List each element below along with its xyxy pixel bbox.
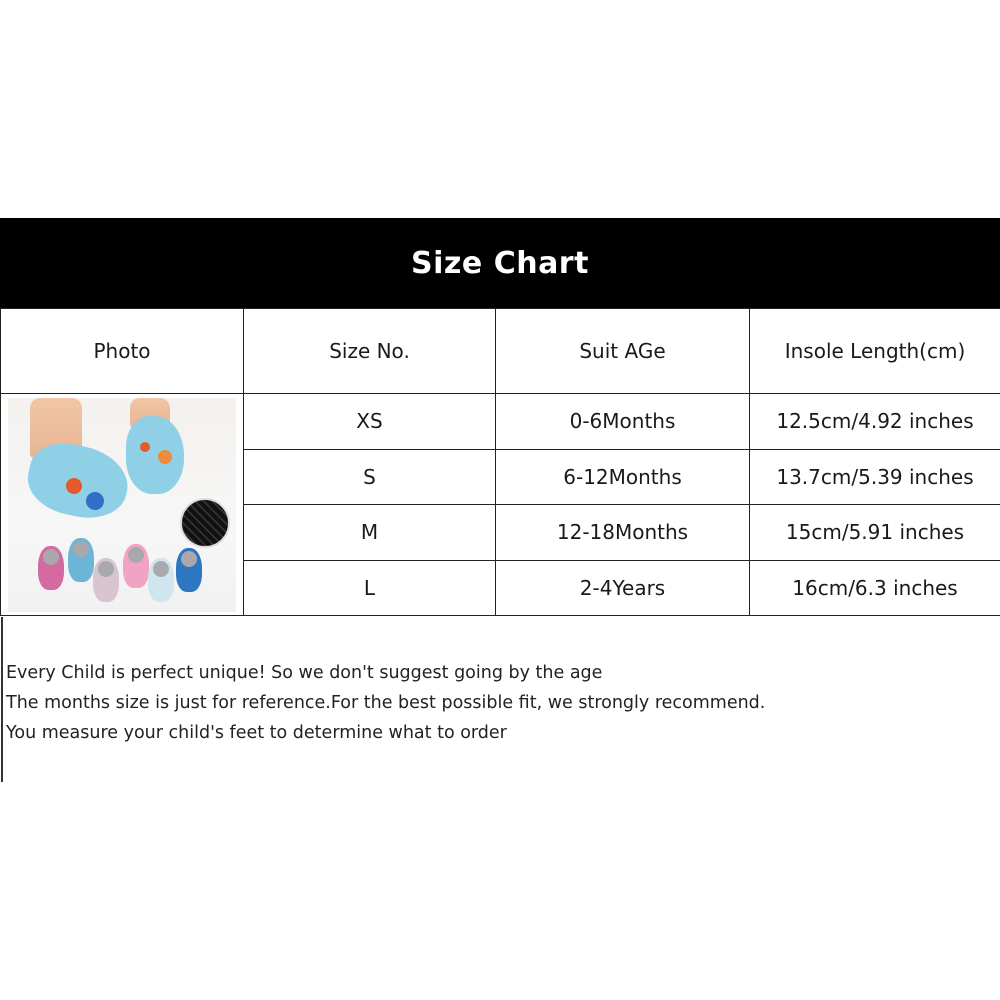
sizing-notes [6,658,765,748]
product-photo-cell [1,394,244,616]
note-line: You measure your child's feet to determine what to order [6,723,507,743]
mini-sock [93,558,119,602]
note-line: The months size is just for reference.For the best possible fit, we strongly recommend. [6,693,766,713]
size-cell: S [244,449,496,505]
mini-sock [68,538,94,582]
age-cell: 2-4Years [496,560,750,616]
age-cell: 6-12Months [496,449,750,505]
sock-right [126,416,184,494]
insole-cell: 15cm/5.91 inches [750,505,1000,561]
pattern-dot [140,442,150,452]
column-header-insole: Insole Length(cm) [750,309,1000,394]
pattern-dot [66,478,82,494]
column-header-size: Size No. [244,309,496,394]
size-chart-table [0,308,1000,616]
table-row [1,394,1000,450]
size-chart-banner [0,218,1000,308]
pattern-dot [86,492,104,510]
page-title: Size Chart [411,245,589,281]
age-cell: 0-6Months [496,394,750,450]
size-cell: L [244,560,496,616]
size-cell: XS [244,394,496,450]
insole-cell: 12.5cm/4.92 inches [750,394,1000,450]
column-header-photo: Photo [1,309,244,394]
note-line: Every Child is perfect unique! So we don't suggest going by the age [6,663,603,683]
table-header-row [1,309,1000,394]
mini-sock [148,558,174,602]
insole-cell: 16cm/6.3 inches [750,560,1000,616]
divider-line [1,617,3,782]
mini-sock [38,546,64,590]
pattern-dot [158,450,172,464]
product-photo [8,398,236,612]
column-header-age: Suit AGe [496,309,750,394]
age-cell: 12-18Months [496,505,750,561]
insole-cell: 13.7cm/5.39 inches [750,449,1000,505]
grip-sole-detail [180,498,230,548]
size-cell: M [244,505,496,561]
mini-sock [123,544,149,588]
mini-sock [176,548,202,592]
